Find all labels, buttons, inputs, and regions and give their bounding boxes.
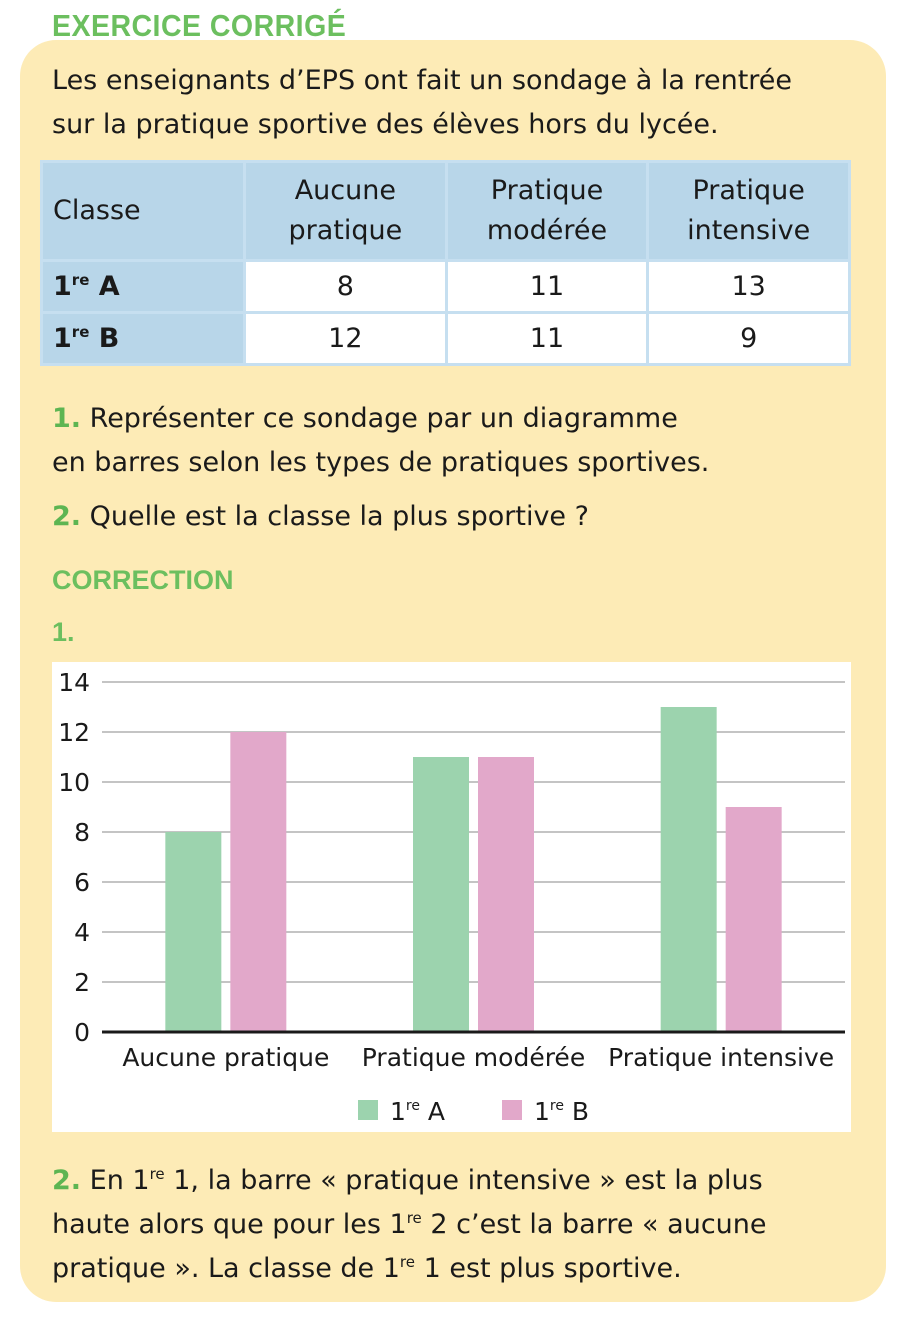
cell: 11 bbox=[446, 261, 648, 313]
x-tick-label: Pratique intensive bbox=[608, 1043, 835, 1072]
row-label: 1re A bbox=[42, 261, 245, 313]
survey-table bbox=[40, 160, 851, 366]
header-aucune: Aucune pratique bbox=[245, 162, 447, 261]
correction-num-1: 1. bbox=[52, 617, 75, 647]
y-tick-label: 14 bbox=[58, 668, 90, 697]
answer-line-2: haute alors que pour les 1re 2 c’est la barre « aucune bbox=[52, 1209, 767, 1240]
bar-1re-a bbox=[661, 707, 717, 1032]
question-1-line-2: en barres selon les types de pratiques sportives. bbox=[52, 447, 710, 478]
cell: 11 bbox=[446, 313, 648, 365]
table-row bbox=[42, 261, 850, 313]
bar-1re-b bbox=[726, 807, 782, 1032]
bar-1re-a bbox=[165, 832, 221, 1032]
answer-line-1: 2. En 1re 1, la barre « pratique intensive » est la plus bbox=[52, 1165, 763, 1196]
answer-line-3: pratique ». La classe de 1re 1 est plus sportive. bbox=[52, 1253, 682, 1284]
y-tick-label: 6 bbox=[74, 868, 90, 897]
x-tick-label: Aucune pratique bbox=[122, 1043, 330, 1072]
intro-line-1: Les enseignants d’EPS ont fait un sondage à la rentrée bbox=[52, 65, 793, 96]
bar-1re-a bbox=[413, 757, 469, 1032]
exercise-title: EXERCICE CORRIGÉ bbox=[52, 8, 347, 43]
header-moderee: Pratique modérée bbox=[446, 162, 648, 261]
row-label: 1re B bbox=[42, 313, 245, 365]
intro-line-2: sur la pratique sportive des élèves hors du lycée. bbox=[52, 109, 719, 140]
legend-label: 1re B bbox=[534, 1097, 590, 1126]
correction-title: CORRECTION bbox=[52, 565, 234, 595]
y-tick-label: 2 bbox=[74, 968, 90, 997]
bar-chart bbox=[52, 662, 851, 1132]
legend-label: 1re A bbox=[390, 1097, 446, 1126]
bar-1re-b bbox=[230, 732, 286, 1032]
y-tick-label: 0 bbox=[74, 1018, 90, 1047]
x-tick-label: Pratique modérée bbox=[361, 1043, 586, 1072]
y-tick-label: 8 bbox=[74, 818, 90, 847]
question-2: 2. Quelle est la classe la plus sportive ? bbox=[52, 501, 589, 532]
header-classe: Classe bbox=[42, 162, 245, 261]
y-tick-label: 10 bbox=[58, 768, 90, 797]
y-tick-label: 12 bbox=[58, 718, 90, 747]
chart-svg bbox=[52, 662, 851, 1132]
cell: 12 bbox=[245, 313, 447, 365]
cell: 8 bbox=[245, 261, 447, 313]
cell: 9 bbox=[648, 313, 850, 365]
legend-swatch bbox=[502, 1100, 522, 1120]
bar-1re-b bbox=[478, 757, 534, 1032]
table-row bbox=[42, 313, 850, 365]
header-intensive: Pratique intensive bbox=[648, 162, 850, 261]
table-header-row bbox=[42, 162, 850, 261]
legend-swatch bbox=[358, 1100, 378, 1120]
y-tick-label: 4 bbox=[74, 918, 90, 947]
cell: 13 bbox=[648, 261, 850, 313]
question-1-line-1: 1. Représenter ce sondage par un diagramme bbox=[52, 403, 678, 434]
